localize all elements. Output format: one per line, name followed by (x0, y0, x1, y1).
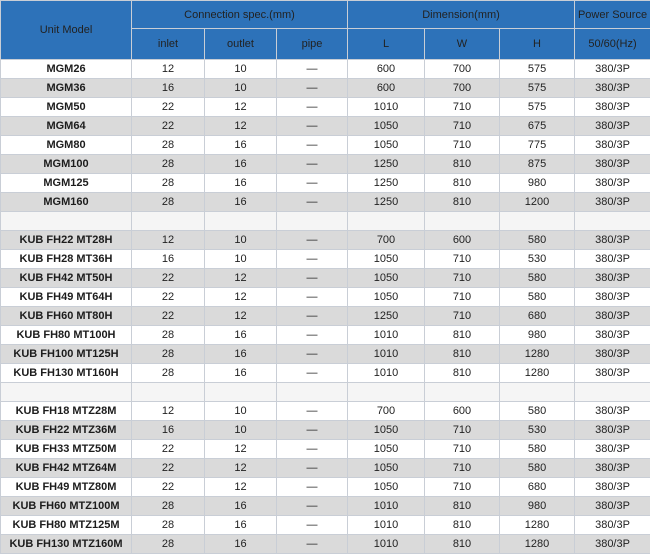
inlet-cell: 22 (132, 288, 205, 307)
width-cell: 810 (425, 193, 500, 212)
inlet-cell: 28 (132, 345, 205, 364)
inlet-cell: 22 (132, 117, 205, 136)
width-cell: 810 (425, 155, 500, 174)
power-cell: 380/3P (575, 79, 650, 98)
length-cell: 600 (348, 60, 425, 79)
table-row (1, 402, 650, 421)
height-cell: 575 (500, 98, 575, 117)
height-cell: 980 (500, 174, 575, 193)
power-cell: 380/3P (575, 307, 650, 326)
width-cell: 710 (425, 478, 500, 497)
height-cell: 530 (500, 421, 575, 440)
table-row (1, 155, 650, 174)
model-cell: KUB FH42 MT50H (1, 269, 132, 288)
height-cell (500, 383, 575, 402)
pipe-cell: — (277, 421, 348, 440)
outlet-cell: 12 (205, 98, 277, 117)
width-cell (425, 383, 500, 402)
table-row (1, 193, 650, 212)
power-cell: 380/3P (575, 440, 650, 459)
model-cell: MGM80 (1, 136, 132, 155)
power-cell: 380/3P (575, 193, 650, 212)
power-cell: 380/3P (575, 136, 650, 155)
width-cell: 700 (425, 79, 500, 98)
outlet-cell: 16 (205, 535, 277, 554)
table-row (1, 440, 650, 459)
outlet-cell: 10 (205, 402, 277, 421)
length-header: L (348, 29, 425, 60)
power-cell: 380/3P (575, 231, 650, 250)
height-cell: 675 (500, 117, 575, 136)
table-row (1, 307, 650, 326)
outlet-cell (205, 383, 277, 402)
inlet-cell: 28 (132, 174, 205, 193)
outlet-cell (205, 212, 277, 231)
model-cell: KUB FH130 MTZ160M (1, 535, 132, 554)
inlet-cell: 22 (132, 269, 205, 288)
height-cell: 980 (500, 326, 575, 345)
height-cell: 580 (500, 288, 575, 307)
pipe-cell (277, 383, 348, 402)
length-cell: 700 (348, 402, 425, 421)
pipe-cell: — (277, 326, 348, 345)
power-cell: 380/3P (575, 402, 650, 421)
length-cell: 1050 (348, 421, 425, 440)
length-cell (348, 383, 425, 402)
model-cell: MGM160 (1, 193, 132, 212)
pipe-cell: — (277, 79, 348, 98)
height-cell: 980 (500, 497, 575, 516)
model-cell: MGM64 (1, 117, 132, 136)
model-cell: KUB FH80 MTZ125M (1, 516, 132, 535)
height-cell: 1280 (500, 535, 575, 554)
length-cell: 700 (348, 231, 425, 250)
inlet-cell: 28 (132, 535, 205, 554)
length-cell: 1050 (348, 459, 425, 478)
dimension-header: Dimension(mm) (348, 1, 575, 29)
table-row (1, 79, 650, 98)
pipe-cell (277, 212, 348, 231)
power-cell: 380/3P (575, 421, 650, 440)
connection-spec-header: Connection spec.(mm) (132, 1, 348, 29)
inlet-cell: 16 (132, 421, 205, 440)
outlet-cell: 12 (205, 117, 277, 136)
width-cell: 710 (425, 288, 500, 307)
power-source-header: Power Source (575, 1, 650, 29)
length-cell: 1050 (348, 288, 425, 307)
outlet-cell: 12 (205, 459, 277, 478)
outlet-cell: 12 (205, 269, 277, 288)
inlet-cell: 12 (132, 60, 205, 79)
table-row (1, 345, 650, 364)
height-cell: 530 (500, 250, 575, 269)
table-row (1, 269, 650, 288)
table-row (1, 136, 650, 155)
power-cell: 380/3P (575, 516, 650, 535)
outlet-cell: 10 (205, 79, 277, 98)
model-cell: MGM125 (1, 174, 132, 193)
table-row (1, 174, 650, 193)
table-row (1, 98, 650, 117)
height-cell: 580 (500, 269, 575, 288)
pipe-cell: — (277, 155, 348, 174)
height-cell: 580 (500, 231, 575, 250)
outlet-cell: 12 (205, 478, 277, 497)
power-cell (575, 212, 650, 231)
pipe-cell: — (277, 269, 348, 288)
inlet-cell: 28 (132, 364, 205, 383)
length-cell: 1050 (348, 440, 425, 459)
width-cell: 710 (425, 98, 500, 117)
length-cell: 1250 (348, 155, 425, 174)
width-cell: 710 (425, 421, 500, 440)
outlet-header: outlet (205, 29, 277, 60)
outlet-cell: 10 (205, 250, 277, 269)
pipe-cell: — (277, 231, 348, 250)
power-cell: 380/3P (575, 174, 650, 193)
power-cell: 380/3P (575, 117, 650, 136)
outlet-cell: 12 (205, 307, 277, 326)
spacer-row (1, 383, 650, 402)
inlet-cell: 28 (132, 193, 205, 212)
height-cell: 680 (500, 478, 575, 497)
outlet-cell: 16 (205, 155, 277, 174)
pipe-cell: — (277, 402, 348, 421)
width-cell: 810 (425, 516, 500, 535)
length-cell: 1050 (348, 269, 425, 288)
power-cell: 380/3P (575, 98, 650, 117)
height-cell: 680 (500, 307, 575, 326)
inlet-cell: 22 (132, 440, 205, 459)
pipe-cell: — (277, 459, 348, 478)
unit-model-header: Unit Model (1, 1, 132, 60)
pipe-cell: — (277, 193, 348, 212)
inlet-cell: 28 (132, 136, 205, 155)
pipe-header: pipe (277, 29, 348, 60)
pipe-cell: — (277, 345, 348, 364)
power-cell: 380/3P (575, 288, 650, 307)
outlet-cell: 16 (205, 516, 277, 535)
pipe-cell: — (277, 364, 348, 383)
length-cell: 1250 (348, 193, 425, 212)
power-cell: 380/3P (575, 250, 650, 269)
pipe-cell: — (277, 497, 348, 516)
outlet-cell: 10 (205, 60, 277, 79)
table-row (1, 535, 650, 554)
outlet-cell: 16 (205, 326, 277, 345)
height-cell: 580 (500, 402, 575, 421)
length-cell: 1010 (348, 516, 425, 535)
pipe-cell: — (277, 60, 348, 79)
inlet-cell: 22 (132, 98, 205, 117)
width-cell: 710 (425, 459, 500, 478)
table-row (1, 117, 650, 136)
width-cell: 810 (425, 174, 500, 193)
width-cell: 710 (425, 440, 500, 459)
model-cell (1, 383, 132, 402)
height-cell: 1280 (500, 516, 575, 535)
pipe-cell: — (277, 117, 348, 136)
width-cell: 710 (425, 250, 500, 269)
height-cell: 875 (500, 155, 575, 174)
model-cell: KUB FH60 MTZ100M (1, 497, 132, 516)
frequency-header: 50/60(Hz) (575, 29, 650, 60)
length-cell: 1010 (348, 326, 425, 345)
width-cell: 810 (425, 345, 500, 364)
model-cell: MGM100 (1, 155, 132, 174)
power-cell (575, 383, 650, 402)
pipe-cell: — (277, 516, 348, 535)
height-cell (500, 212, 575, 231)
inlet-cell: 22 (132, 459, 205, 478)
table-row (1, 516, 650, 535)
width-cell: 600 (425, 231, 500, 250)
outlet-cell: 10 (205, 421, 277, 440)
model-cell: KUB FH130 MT160H (1, 364, 132, 383)
model-cell: KUB FH60 MT80H (1, 307, 132, 326)
outlet-cell: 10 (205, 231, 277, 250)
inlet-cell: 22 (132, 307, 205, 326)
outlet-cell: 16 (205, 345, 277, 364)
inlet-header: inlet (132, 29, 205, 60)
outlet-cell: 16 (205, 497, 277, 516)
height-cell: 1280 (500, 364, 575, 383)
height-cell: 575 (500, 60, 575, 79)
pipe-cell: — (277, 174, 348, 193)
width-cell: 710 (425, 117, 500, 136)
length-cell: 1010 (348, 345, 425, 364)
inlet-cell (132, 212, 205, 231)
inlet-cell: 12 (132, 402, 205, 421)
spacer-row (1, 212, 650, 231)
model-cell: MGM26 (1, 60, 132, 79)
width-cell: 710 (425, 307, 500, 326)
power-cell: 380/3P (575, 326, 650, 345)
inlet-cell (132, 383, 205, 402)
table-row (1, 497, 650, 516)
outlet-cell: 12 (205, 288, 277, 307)
model-cell: KUB FH22 MTZ36M (1, 421, 132, 440)
outlet-cell: 16 (205, 364, 277, 383)
table-row (1, 60, 650, 79)
table-row (1, 231, 650, 250)
outlet-cell: 12 (205, 440, 277, 459)
table-row (1, 288, 650, 307)
length-cell: 1050 (348, 117, 425, 136)
table-row (1, 421, 650, 440)
width-header: W (425, 29, 500, 60)
power-cell: 380/3P (575, 459, 650, 478)
inlet-cell: 28 (132, 155, 205, 174)
height-cell: 575 (500, 79, 575, 98)
length-cell: 1010 (348, 98, 425, 117)
outlet-cell: 16 (205, 193, 277, 212)
pipe-cell: — (277, 478, 348, 497)
model-cell: KUB FH18 MTZ28M (1, 402, 132, 421)
table-row (1, 459, 650, 478)
power-cell: 380/3P (575, 155, 650, 174)
power-cell: 380/3P (575, 497, 650, 516)
table-row (1, 364, 650, 383)
width-cell: 710 (425, 136, 500, 155)
width-cell: 700 (425, 60, 500, 79)
inlet-cell: 28 (132, 326, 205, 345)
width-cell: 710 (425, 269, 500, 288)
width-cell: 810 (425, 364, 500, 383)
inlet-cell: 16 (132, 79, 205, 98)
length-cell: 1010 (348, 364, 425, 383)
pipe-cell: — (277, 250, 348, 269)
model-cell: KUB FH28 MT36H (1, 250, 132, 269)
length-cell: 1050 (348, 250, 425, 269)
length-cell: 1250 (348, 174, 425, 193)
length-cell: 1010 (348, 497, 425, 516)
inlet-cell: 12 (132, 231, 205, 250)
outlet-cell: 16 (205, 136, 277, 155)
model-cell: KUB FH49 MTZ80M (1, 478, 132, 497)
pipe-cell: — (277, 535, 348, 554)
power-cell: 380/3P (575, 478, 650, 497)
height-cell: 775 (500, 136, 575, 155)
model-cell: MGM50 (1, 98, 132, 117)
width-cell: 810 (425, 535, 500, 554)
pipe-cell: — (277, 98, 348, 117)
inlet-cell: 16 (132, 250, 205, 269)
width-cell: 810 (425, 326, 500, 345)
power-cell: 380/3P (575, 364, 650, 383)
pipe-cell: — (277, 440, 348, 459)
model-cell (1, 212, 132, 231)
inlet-cell: 28 (132, 516, 205, 535)
model-cell: KUB FH49 MT64H (1, 288, 132, 307)
power-cell: 380/3P (575, 535, 650, 554)
power-cell: 380/3P (575, 269, 650, 288)
pipe-cell: — (277, 307, 348, 326)
table-row (1, 478, 650, 497)
height-cell: 1280 (500, 345, 575, 364)
width-cell: 810 (425, 497, 500, 516)
length-cell: 1050 (348, 478, 425, 497)
table-body (1, 60, 650, 554)
model-cell: KUB FH33 MTZ50M (1, 440, 132, 459)
inlet-cell: 28 (132, 497, 205, 516)
table-row (1, 326, 650, 345)
pipe-cell: — (277, 288, 348, 307)
height-cell: 580 (500, 459, 575, 478)
model-cell: KUB FH42 MTZ64M (1, 459, 132, 478)
length-cell: 1250 (348, 307, 425, 326)
model-cell: KUB FH100 MT125H (1, 345, 132, 364)
model-cell: KUB FH22 MT28H (1, 231, 132, 250)
length-cell (348, 212, 425, 231)
width-cell: 600 (425, 402, 500, 421)
model-cell: KUB FH80 MT100H (1, 326, 132, 345)
model-cell: MGM36 (1, 79, 132, 98)
length-cell: 1010 (348, 535, 425, 554)
height-cell: 580 (500, 440, 575, 459)
pipe-cell: — (277, 136, 348, 155)
header-row-1 (1, 1, 650, 29)
length-cell: 1050 (348, 136, 425, 155)
table-row (1, 250, 650, 269)
length-cell: 600 (348, 79, 425, 98)
height-header: H (500, 29, 575, 60)
power-cell: 380/3P (575, 60, 650, 79)
power-cell: 380/3P (575, 345, 650, 364)
inlet-cell: 22 (132, 478, 205, 497)
height-cell: 1200 (500, 193, 575, 212)
width-cell (425, 212, 500, 231)
outlet-cell: 16 (205, 174, 277, 193)
